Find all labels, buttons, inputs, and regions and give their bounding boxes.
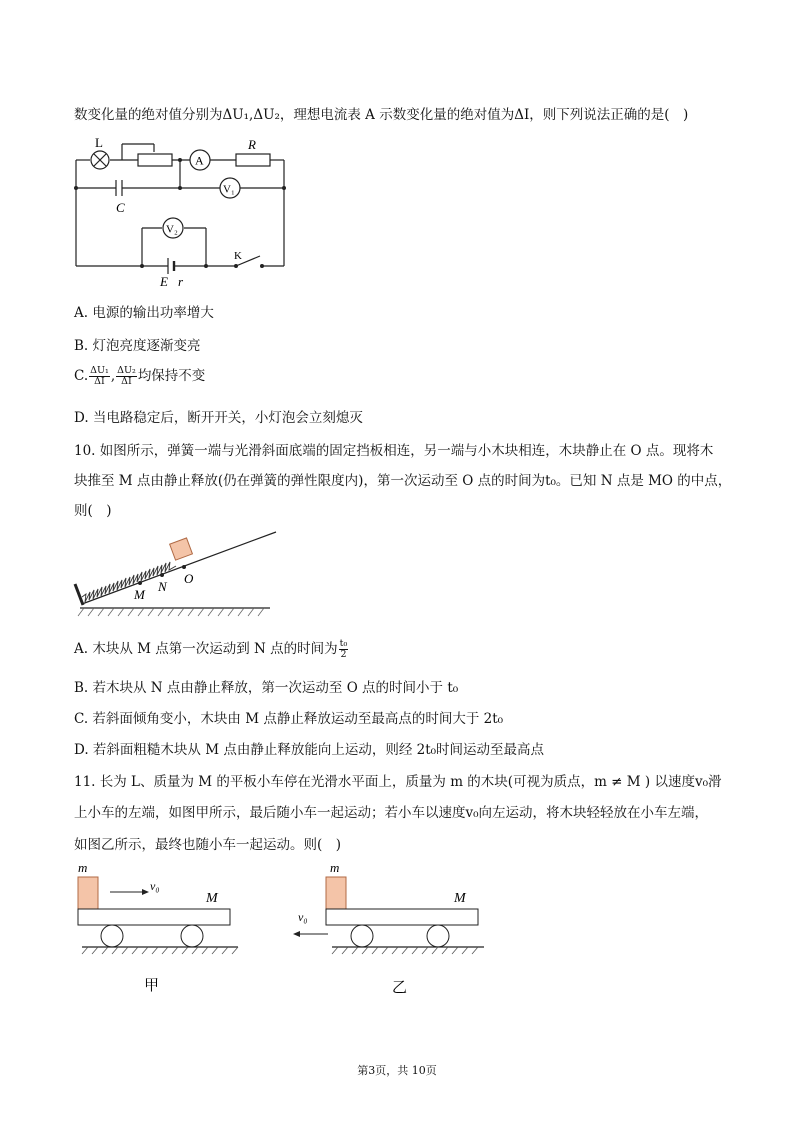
q10-stem-line2: 块推至 M 点由静止释放(仍在弹簧的弹性限度内)，第一次运动至 O 点的时间为t₀。已知 N 点是 MO 的中点， (74, 473, 732, 489)
point-m-label: M (134, 587, 145, 602)
cart-mass-label: M (206, 891, 218, 906)
q9-option-c-prefix: C. (74, 368, 89, 384)
q11-figure-jia (74, 858, 244, 998)
figure-caption-jia: 甲 (144, 978, 160, 994)
block-mass-label: m (78, 860, 88, 875)
q10-option-b: B. 若木块从 N 点由静止释放，第一次运动至 O 点的时间小于 t₀ (74, 680, 459, 696)
q11-stem-line2: 上小车的左端，如图甲所示，最后随小车一起运动；若小车以速度v₀向左运动，将木块轻轻放在小车左端， (74, 805, 709, 821)
resistor-label: R (248, 137, 256, 152)
q9-option-b: B. 灯泡亮度逐渐变亮 (74, 338, 201, 354)
fraction-numerator: t₀ (339, 638, 348, 649)
cart-mass-label: M (454, 891, 466, 906)
q10-option-a-text: A. 木块从 M 点第一次运动到 N 点的时间为 (74, 641, 338, 657)
ammeter-label: A (195, 153, 204, 168)
q10-stem-line3: 则( ) (74, 503, 112, 519)
page-footer: 第3页，共 10页 (357, 1064, 437, 1077)
figure-caption-yi: 乙 (392, 980, 408, 996)
lamp-label: L (95, 135, 103, 150)
q11-figure-yi (288, 858, 484, 998)
velocity-label: v₀ (298, 910, 308, 924)
switch-label: K (234, 250, 242, 262)
fraction-denominator: ΔI (94, 376, 105, 387)
velocity-label: v₀ (150, 879, 160, 893)
q9-circuit-diagram (72, 130, 292, 289)
internal-resistance-label: r (178, 274, 184, 289)
q9-option-c (74, 366, 205, 387)
block-mass-label: m (330, 860, 340, 875)
fraction-denominator: 2 (340, 649, 347, 660)
q9-option-c-suffix: 均保持不变 (137, 368, 206, 384)
fraction-du2-di (116, 366, 137, 387)
fraction-numerator: ΔU₁ (90, 365, 109, 376)
capacitor-label: C (116, 200, 125, 215)
emf-label: E (160, 274, 168, 289)
q9-option-a: A. 电源的输出功率增大 (74, 305, 214, 321)
voltmeter2-label: V₂ (166, 223, 178, 236)
q10-stem-line1: 10. 如图所示，弹簧一端与光滑斜面底端的固定挡板相连，另一端与小木块相连，木块静止在 O 点。现将木 (74, 443, 714, 459)
q11-stem-line3: 如图乙所示，最终也随小车一起运动。则( ) (74, 837, 342, 853)
q10-option-d: D. 若斜面粗糙木块从 M 点由静止释放能向上运动，则经 2t₀时间运动至最高点 (74, 742, 545, 758)
q9-option-d: D. 当电路稳定后，断开开关，小灯泡会立刻熄灭 (74, 410, 363, 426)
fraction-separator: , (110, 368, 116, 384)
fraction-du1-di (89, 366, 110, 387)
fraction-numerator: ΔU₂ (117, 365, 136, 376)
q11-stem-line1: 11. 长为 L、质量为 M 的平板小车停在光滑水平面上，质量为 m 的木块(可视为质点，m ≠ M ) 以速度v₀滑 (74, 774, 722, 790)
fraction-denominator: ΔI (121, 376, 132, 387)
point-o-label: O (184, 571, 194, 586)
q10-option-c: C. 若斜面倾角变小，木块由 M 点静止释放运动至最高点的时间大于 2t₀ (74, 711, 504, 727)
voltmeter1-label: V₁ (223, 183, 235, 196)
q10-incline-diagram (72, 528, 282, 620)
point-n-label: N (158, 579, 167, 594)
fraction-t0-over-2 (339, 639, 349, 660)
q10-option-a (74, 639, 349, 660)
q9-stem: 数变化量的绝对值分别为ΔU₁,ΔU₂，理想电流表 A 示数变化量的绝对值为ΔI，则下列说法正确的是( ) (74, 107, 689, 123)
